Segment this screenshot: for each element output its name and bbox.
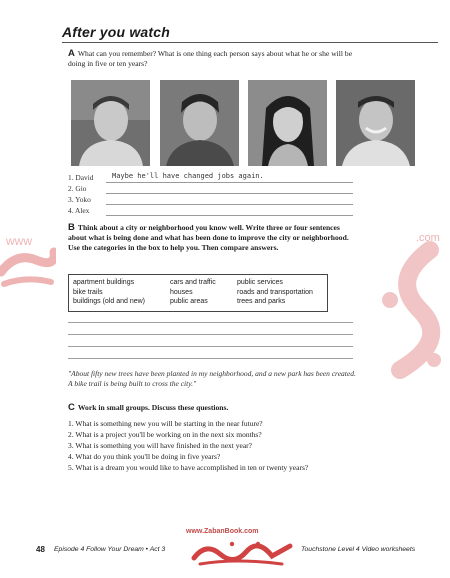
page-title: After you watch	[62, 24, 171, 40]
answer-line	[106, 215, 353, 216]
discussion-question-5: 5. What is a dream you would like to have accomplished in ten or twenty years?	[68, 463, 309, 472]
section-a-text: What can you remember? What is one thing each person says about what he or she will be doing in five or ten years?	[68, 49, 353, 68]
answer-number: 2.	[68, 184, 74, 193]
answer-line	[106, 182, 353, 183]
section-b-text: Think about a city or neighborhood you know well. Write three or four sentences about what is being done and what has been done to improve the city or neighborhood. Use the categories in the box to help you. Then compare answers.	[68, 223, 349, 252]
footer-episode: Episode 4 Follow Your Dream • Act 3	[54, 546, 166, 553]
answer-number: 1.	[68, 173, 74, 182]
discussion-question-2: 2. What is a project you'll be working on in the next six months?	[68, 430, 262, 439]
category-item: buildings (old and new)	[73, 298, 145, 306]
category-column	[237, 278, 313, 307]
watermark-url-left: www	[6, 234, 32, 248]
section-a-question	[68, 49, 368, 69]
answer-name: Alex	[75, 206, 90, 215]
answer-row-gio	[68, 184, 353, 194]
section-b-letter: B	[68, 222, 75, 233]
category-item: public areas	[170, 298, 208, 306]
answer-name: Gio	[75, 184, 87, 193]
section-c-letter: C	[68, 402, 75, 413]
discussion-question-3: 3. What is something you will have finished in the next year?	[68, 441, 252, 450]
answer-line	[106, 204, 353, 205]
photo-yoko	[248, 80, 327, 166]
answer-name: Yoko	[75, 195, 91, 204]
section-a-letter: A	[68, 48, 75, 59]
category-box	[68, 274, 328, 312]
category-item: trees and parks	[237, 298, 286, 306]
footer-book-title: Touchstone Level 4 Video worksheets	[301, 546, 416, 553]
photo-alex	[336, 80, 415, 166]
category-item: public services	[237, 279, 283, 286]
answer-row-david	[68, 173, 353, 183]
answer-handwriting: Maybe he'll have changed jobs again.	[112, 172, 264, 180]
watermark-footer-logo	[186, 528, 296, 568]
category-column	[170, 278, 216, 307]
watermark-logo-center	[370, 240, 450, 400]
watermark-site: www.ZabanBook.com	[186, 528, 259, 535]
answer-number: 3.	[68, 195, 74, 204]
example-quote: "About fifty new trees have been planted in my neighborhood, and a new park has been created. A bike trail is being built to cross the city."	[68, 369, 356, 388]
writing-line	[68, 358, 353, 359]
category-item: bike trails	[73, 288, 103, 296]
discussion-question-1: 1. What is something new you will be starting in the near future?	[68, 419, 263, 428]
category-item: roads and transportation	[237, 288, 313, 296]
category-item: apartment buildings	[73, 279, 135, 286]
writing-line	[68, 334, 353, 335]
writing-line	[68, 322, 353, 323]
answer-number: 4.	[68, 206, 74, 215]
section-b-instruction	[68, 223, 360, 253]
answer-row-yoko	[68, 195, 353, 205]
category-column	[73, 278, 145, 307]
answer-name: David	[75, 173, 94, 182]
writing-line	[68, 346, 353, 347]
answer-line	[106, 193, 353, 194]
discussion-question-4: 4. What do you think you'll be doing in five years?	[68, 452, 221, 461]
category-item: houses	[170, 288, 193, 296]
title-divider	[62, 42, 438, 43]
photo-david	[71, 80, 150, 166]
category-item: cars and traffic	[170, 279, 216, 286]
page-number: 48	[36, 545, 45, 554]
section-c-instruction	[68, 403, 360, 413]
answer-row-alex	[68, 206, 353, 216]
section-c-text: Work in small groups. Discuss these questions.	[77, 403, 229, 412]
watermark-url-right: .com	[416, 232, 440, 244]
photo-gio	[160, 80, 239, 166]
